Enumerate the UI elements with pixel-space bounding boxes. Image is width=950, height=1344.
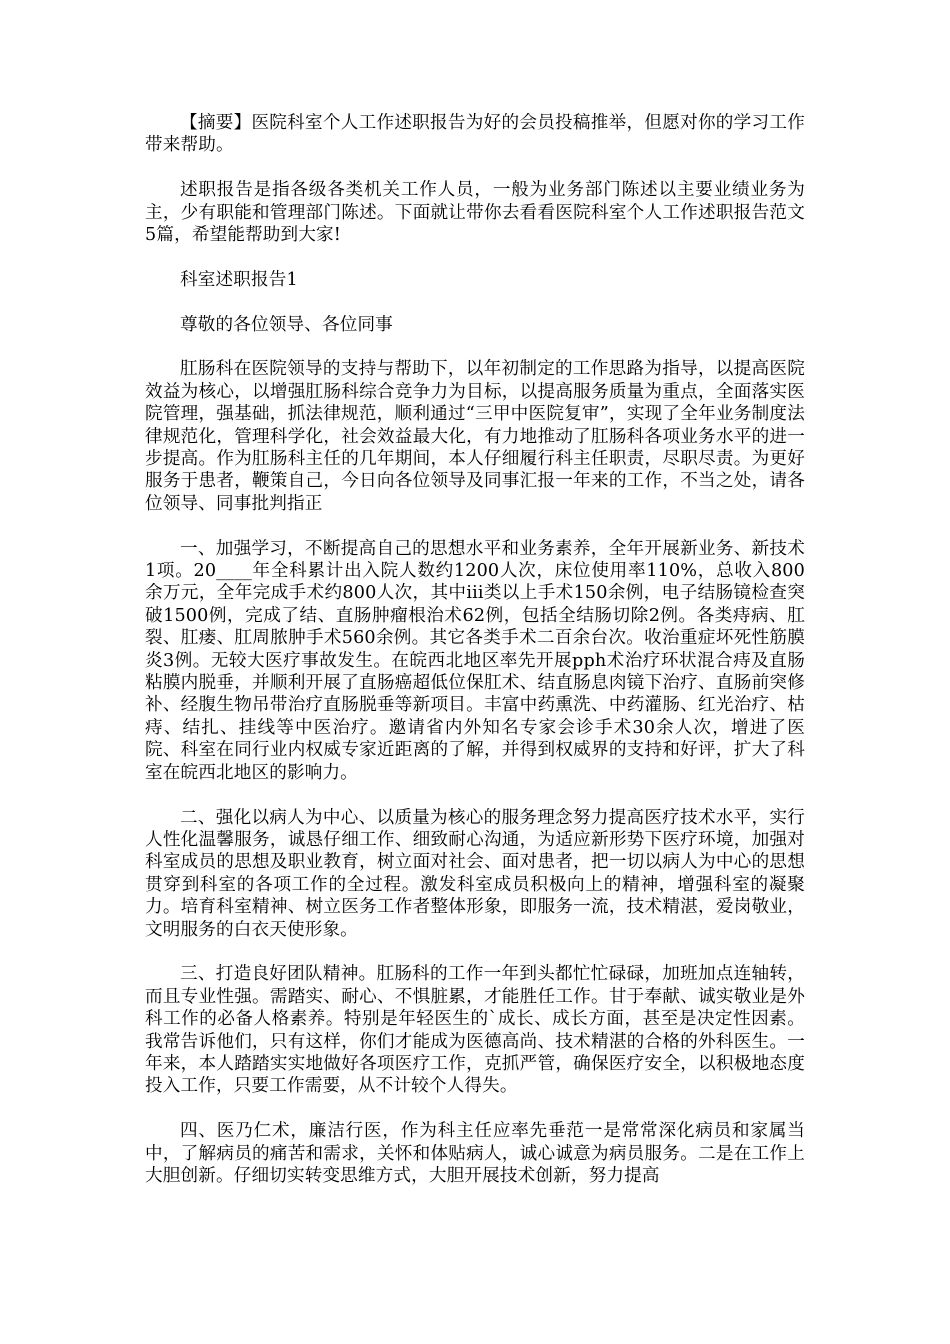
- body-paragraph-section-1: 一、加强学习，不断提高自己的思想水平和业务素养，全年开展新业务、新技术1项。20____年全科累计出入院人数约1200人次，床位使用率110%，总收入800余万元，全年完成手术约800人次，其中iii类以上手术150余例，电子结肠镜检查突破1500例，完成了结、直肠肿瘤根治术62例，包括全结肠切除2例。各类痔病、肛裂、肛瘘、肛周脓肿手术560余例。其它各类手术二百余台次。收治重症坏死性筋膜炎3例。无较大医疗事故发生。在皖西北地区率先开展pph术治疗环状混合痔及直肠粘膜内脱垂，并顺利开展了直肠癌超低位保肛术、结直肠息肉镜下治疗、直肠前突修补、经腹生物吊带治疗直肠脱垂等新项目。丰富中药熏洗、中药灌肠、红光治疗、枯痔、结扎、挂线等中医治疗。邀请省内外知名专家会诊手术30余人次，增进了医院、科室在同行业内权威专家近距离的了解，并得到权威界的支持和好评，扩大了科室在皖西北地区的影响力。: [145, 538, 805, 783]
- intro-paragraph: 述职报告是指各级各类机关工作人员，一般为业务部门陈述以主要业绩业务为主，少有职能和管理部门陈述。下面就让带你去看看医院科室个人工作述职报告范文5篇，希望能帮助到大家!: [145, 180, 805, 246]
- body-paragraph-section-4: 四、医乃仁术，廉洁行医，作为科主任应率先垂范一是常常深化病员和家属当中，了解病员的痛苦和需求，关怀和体贴病人，诚心诚意为病员服务。二是在工作上大胆创新。仔细切实转变思维方式，大胆开展技术创新，努力提高: [145, 1121, 805, 1186]
- report-heading: 科室述职报告1: [180, 269, 298, 290]
- document-body: [145, 112, 805, 1210]
- salutation: 尊敬的各位领导、各位同事: [180, 314, 393, 335]
- abstract-paragraph: 【摘要】医院科室个人工作述职报告为好的会员投稿推举，但愿对你的学习工作带来帮助。: [145, 113, 805, 156]
- body-paragraph-section-3: 三、打造良好团队精神。肛肠科的工作一年到头都忙忙碌碌，加班加点连轴转，而且专业性强。需踏实、耐心、不惧脏累，才能胜任工作。甘于奉献、诚实敬业是外科工作的必备人格素养。特别是年轻医生的`成长、成长方面，甚至是决定性因素。我常告诉他们，只有这样，你们才能成为医德高尚、技术精湛的合格的外科医生。一年来，本人踏踏实实地做好各项医疗工作，克抓严管，确保医疗安全，以积极地态度投入工作，只要工作需要，从不计较个人得失。: [145, 964, 805, 1097]
- body-paragraph-section-2: 二、强化以病人为中心、以质量为核心的服务理念努力提高医疗技术水平，实行人性化温馨服务，诚恳仔细工作、细致耐心沟通，为适应新形势下医疗环境，加强对科室成员的思想及职业教育，树立面对社会、面对患者，把一切以病人为中心的思想贯穿到科室的各项工作的全过程。激发科室成员积极向上的精神，增强科室的凝聚力。培育科室精神、树立医务工作者整体形象，即服务一流，技术精湛，爱岗敬业，文明服务的白衣天使形象。: [145, 807, 805, 940]
- body-paragraph-overview: 肛肠科在医院领导的支持与帮助下，以年初制定的工作思路为指导，以提高医院效益为核心，以增强肛肠科综合竞争力为目标，以提高服务质量为重点，全面落实医院管理，强基础，抓法律规范，顺利通过“三甲中医院复审”，实现了全年业务制度法律规范化，管理科学化，社会效益最大化，有力地推动了肛肠科各项业务水平的进一步提高。作为肛肠科主任的几年期间，本人仔细履行科主任职责，尽职尽责。为更好服务于患者，鞭策自己，今日向各位领导及同事汇报一年来的工作，不当之处，请各位领导、同事批判指正: [145, 359, 805, 514]
